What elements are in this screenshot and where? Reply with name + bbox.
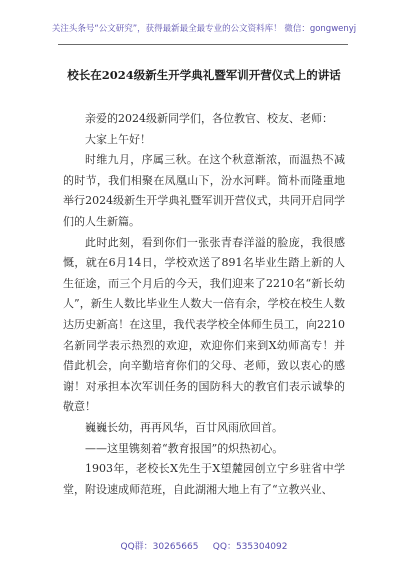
document-body <box>63 109 345 500</box>
body-paragraph: ——这里镌刻着“教育报国”的炽热初心。 <box>85 441 284 455</box>
footer-contact: QQ群：30265665 QQ：535304092 <box>120 542 288 552</box>
body-paragraph: 亲爱的2024级新同学们，各位教官、校友、老师： <box>85 112 333 125</box>
header-notice: 关注头条号“公文研究”，获得最新最全最专业的公文资料库！ 微信：gongwenyj <box>51 24 357 34</box>
body-paragraph: 1903年，老校长X先生于X望麓园创立宁乡驻省中学堂，附设速成师范班，自此湖湘大地上有了“立教兴业、 <box>63 462 345 496</box>
header-divider <box>58 44 348 45</box>
body-paragraph: 此时此刻，看到你们一张张青春洋溢的脸庞，我很感慨，就在6月14日，学校欢送了891名毕业生踏上新的人生征途，而三个月后的今天，我们迎来了2210名“新长幼人”，新生人数比毕业生人数大一倍有余，学校在校生人数达历史新高！在这里，我代表学校全体师生员工，向2210名新同学表示热烈的欢迎，欢迎你们来到X幼师高专！并借此机会，向辛勤培育你们的父母、老师，致以衷心的感谢！对承担本次军训任务的国防科大的教官们表示诚挚的敬意！ <box>63 235 345 414</box>
document-title: 校长在2024级新生开学典礼暨军训开营仪式上的讲话 <box>67 68 341 82</box>
body-paragraph: 时维九月，序属三秋。在这个秋意渐浓，而温热不减的时节，我们相聚在凤凰山下，汾水河畔。简朴而隆重地举行2024级新生开学典礼暨军训开营仪式，共同开启同学们的人生新篇。 <box>63 153 345 228</box>
body-paragraph: 巍巍长幼，再再风华，百廿风雨欣回首。 <box>85 420 283 434</box>
body-paragraph: 大家上午好！ <box>85 132 151 146</box>
